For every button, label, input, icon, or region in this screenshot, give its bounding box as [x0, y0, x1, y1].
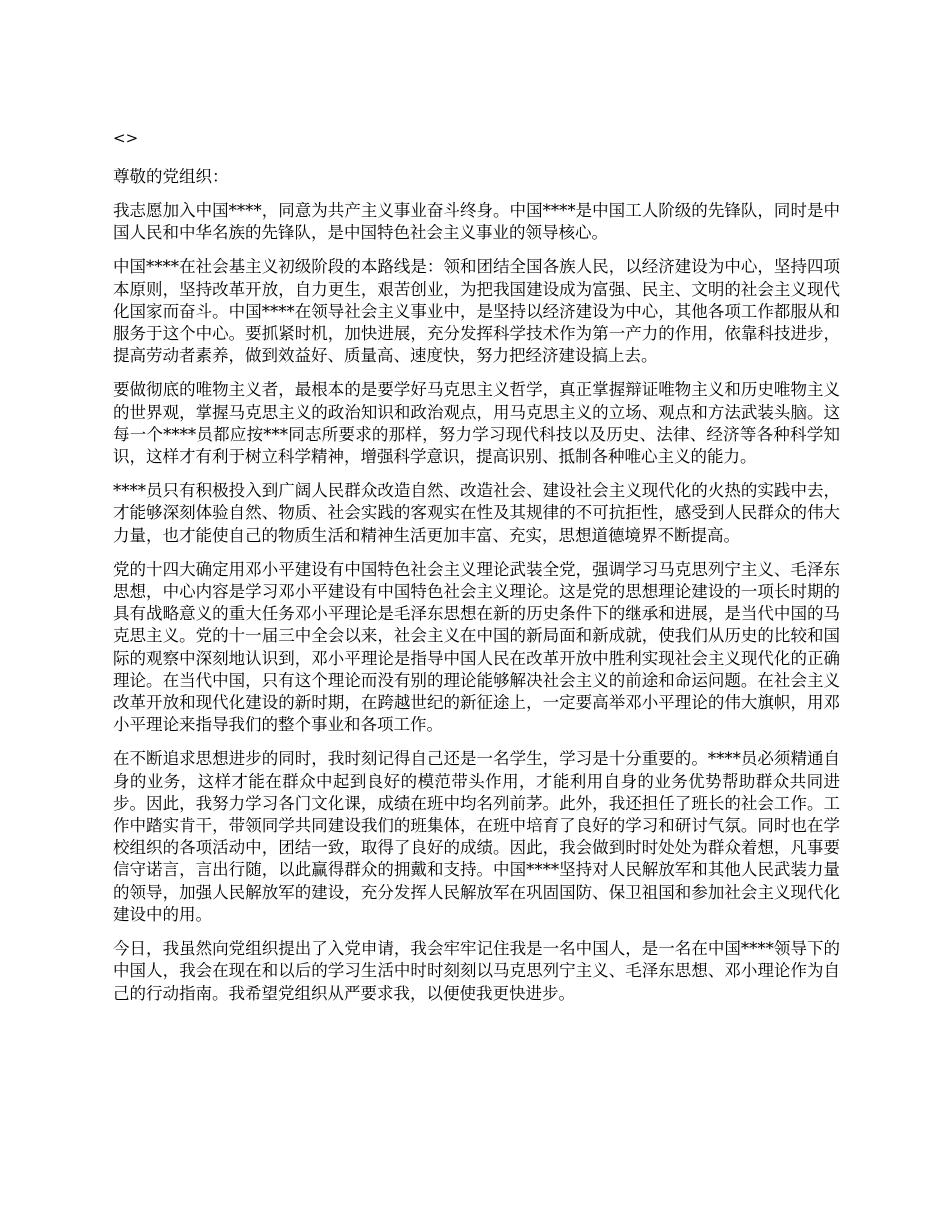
paragraph-1: 我志愿加入中国****，同意为共产主义事业奋斗终身。中国****是中国工人阶级的先锋队，同时是中国人民和中华名族的先锋队，是中国特色社会主义事业的领导核心。	[113, 201, 840, 243]
paragraph-4: ****员只有积极投入到广阔人民群众改造自然、改造社会、建设社会主义现代化的火热的实践中去，才能够深刻体验自然、物质、社会实践的客观实在性及其规律的不可抗拒性，感受到人民群众的伟大力量，也才能使自己的物质生活和精神生活更加丰富、充实，思想道德境界不断提高。	[113, 481, 840, 545]
paragraph-2: 中国****在社会基主义初级阶段的本路线是：领和团结全国各族人民，以经济建设为中心，坚持四项本原则，坚持改革开放，自力更生，艰苦创业，为把我国建设成为富强、民主、文明的社会主义现代化国家而奋斗。中国****在领导社会主义事业中，是坚持以经济建设为中心，其他各项工作都服从和服务于这个中心。要抓紧时机，加快进展，充分发挥科学技术作为第一产力的作用，依靠科技进步，提高劳动者素养，做到效益好、质量高、速度快，努力把经济建设搞上去。	[113, 257, 840, 366]
letter-body	[113, 128, 840, 1017]
paragraph-7: 今日，我虽然向党组织提出了入党申请，我会牢牢记住我是一名中国人，是一名在中国****领导下的中国人，我会在现在和以后的学习生活中时时刻刻以马克思列宁主义、毛泽东思想、邓小理论作为自己的行动指南。我希望党组织从严要求我，以便使我更快进步。	[113, 939, 840, 1003]
paragraph-3: 要做彻底的唯物主义者，最根本的是要学好马克思主义哲学，真正掌握辩证唯物主义和历史唯物主义的世界观，掌握马克思主义的政治知识和政治观点，用马克思主义的立场、观点和方法武装头脑。这每一个****员都应按***同志所要求的那样，努力学习现代科技以及历史、法律、经济等各种科学知识，这样才有利于树立科学精神，增强科学意识，提高识别、抵制各种唯心主义的能力。	[113, 380, 840, 467]
salutation: 尊敬的党组织：	[113, 167, 229, 186]
paragraph-6: 在不断追求思想进步的同时，我时刻记得自己还是一名学生，学习是十分重要的。****员必须精通自身的业务，这样才能在群众中起到良好的模范带头作用，才能利用自身的业务优势帮助群众共同进步。因此，我努力学习各门文化课，成绩在班中均名列前茅。此外，我还担任了班长的社会工作。工作中踏实肯干，带领同学共同建设我们的班集体，在班中培育了良好的学习和研讨气氛。同时也在学校组织的各项活动中，团结一致，取得了良好的成绩。因此，我会做到时时处处为群众着想，凡事要信守诺言，言出行随，以此赢得群众的拥戴和支持。中国****坚持对人民解放军和其他人民武装力量的领导，加强人民解放军的建设，充分发挥人民解放军在巩固国防、保卫祖国和参加社会主义现代化建设中的用。	[113, 749, 840, 924]
heading-mark: <>	[113, 129, 139, 147]
paragraph-5: 党的十四大确定用邓小平建设有中国特色社会主义理论武装全党，强调学习马克思列宁主义、毛泽东思想，中心内容是学习邓小平建设有中国特色社会主义理论。这是党的思想理论建设的一项长时期的具有战略意义的重大任务邓小平理论是毛泽东思想在新的历史条件下的继承和进展，是当代中国的马克思主义。党的十一届三中全会以来，社会主义在中国的新局面和新成就，使我们从历史的比较和国际的观察中深刻地认识到，邓小平理论是指导中国人民在改革开放中胜利实现社会主义现代化的正确理论。在当代中国，只有这个理论而没有别的理论能够解决社会主义的前途和命运问题。在社会主义改革开放和现代化建设的新时期，在跨越世纪的新征途上，一定要高举邓小平理论的伟大旗帜，用邓小平理论来指导我们的整个事业和各项工作。	[113, 559, 840, 735]
